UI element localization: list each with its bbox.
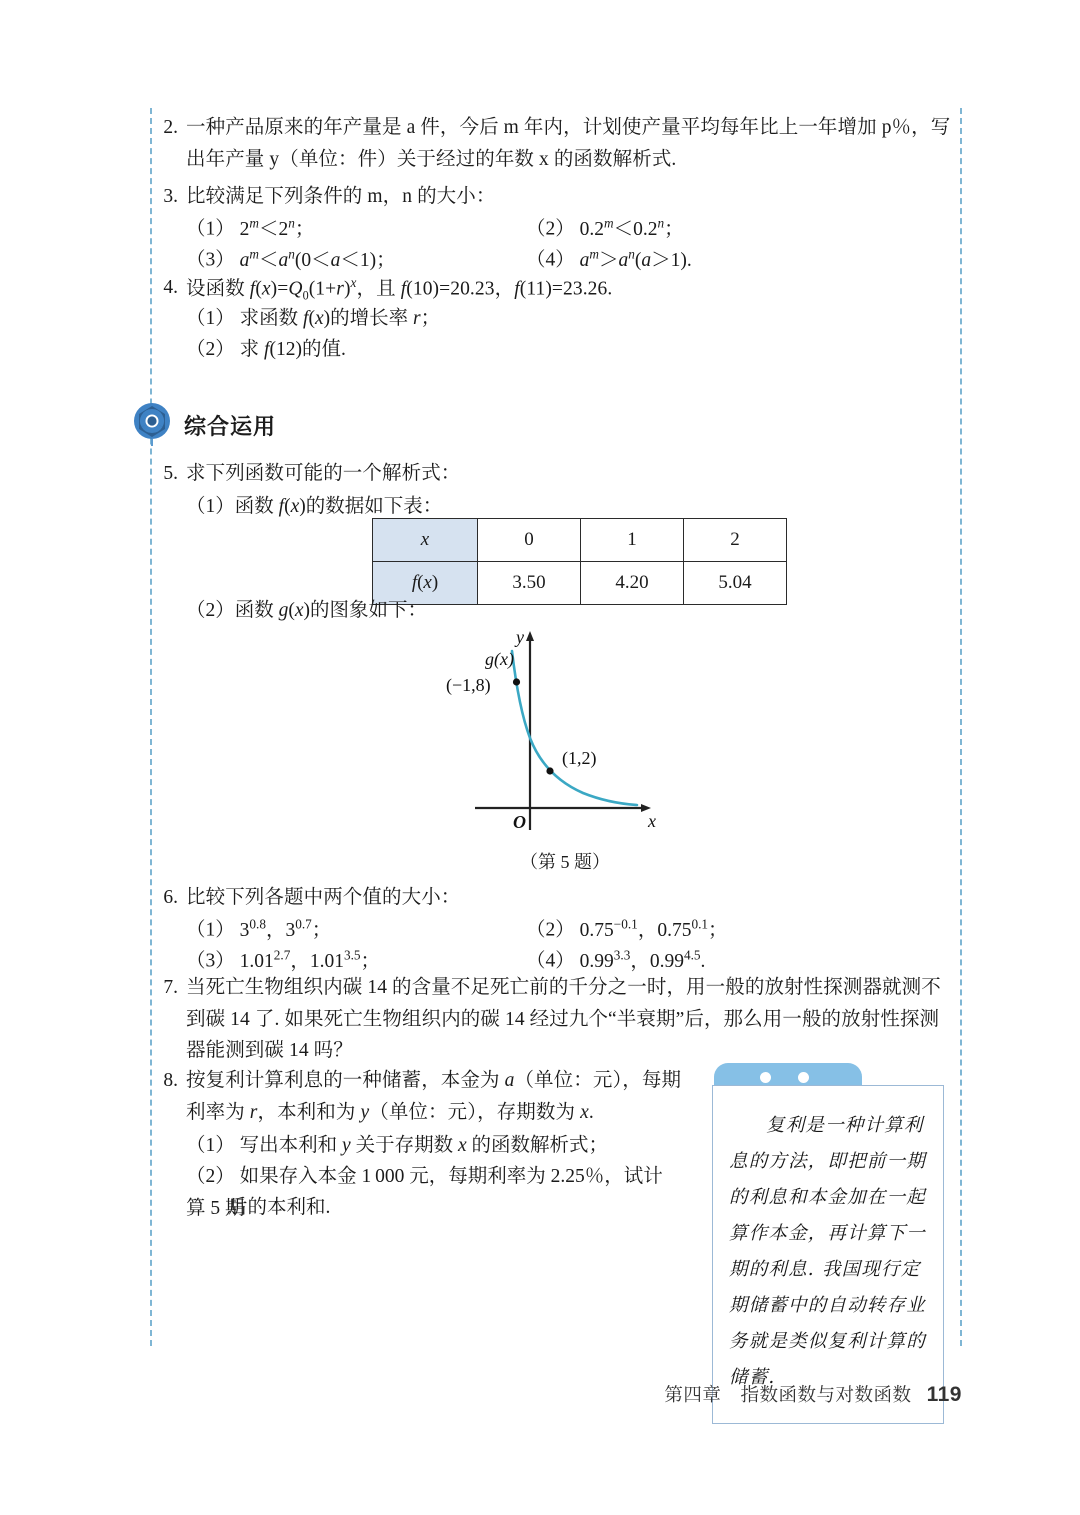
- exercise-4-item-2-expr: 求 f(12)的值.: [239, 339, 346, 360]
- page-rule-right: [960, 108, 962, 1346]
- table-row-header: x: [373, 519, 478, 562]
- exercise-6-item-1: [186, 913, 526, 946]
- data-point-1-2: [546, 767, 553, 774]
- exercise-3-item-4-expr: $a^m>a^n(a>1)$.: [579, 246, 692, 271]
- exercise-6-item-2: [526, 913, 958, 946]
- exercise-4-stem: 设函数 $f(x)=Q_0(1+r)^x$，且 f(10)=20.23，f(11)=23.26.: [186, 275, 613, 303]
- exercise-6-item-3-expr: $1.01^{2.7}$，$1.01^{3.5}$；: [239, 947, 381, 972]
- exercise-6-item-1-label: （1）: [186, 919, 235, 941]
- exercise-3-item-1: [186, 212, 526, 245]
- table-row-header: f(x): [373, 562, 478, 605]
- table-cell: 3.50: [478, 562, 581, 605]
- compass-badge-icon: [132, 402, 172, 448]
- figure-caption: （第 5 题）: [520, 852, 610, 872]
- origin-label: O: [513, 812, 526, 832]
- exercise-5-sub-1-text: （1）函数 f(x)的数据如下表：: [186, 496, 443, 517]
- exercise-4-item-1: [186, 303, 992, 335]
- exercise-2: [152, 112, 958, 175]
- exercise-4: [152, 272, 958, 306]
- exercise-4-item-1-expr: 求函数 f(x)的增长率 r；: [239, 308, 441, 329]
- exercise-8: [152, 1065, 700, 1128]
- exercise-8-item-1-label: （1）: [186, 1135, 235, 1156]
- exercise-8-item-2-label: （2）: [186, 1166, 235, 1187]
- exercise-8-item-2-expr-cont: 后的本利和.: [228, 1197, 331, 1218]
- section-heading: [132, 402, 276, 448]
- exercise-6-item-4-expr: $0.99^{3.3}$，$0.99^{4.5}$.: [579, 947, 706, 972]
- exercise-4-item-2: [186, 334, 992, 366]
- exercise-3-item-2: [526, 212, 958, 245]
- exercise-3-item-2-expr: $0.2^m<0.2^n$；: [579, 215, 684, 240]
- exercise-5-sub-2-text: （2）函数 g(x)的图象如下：: [186, 600, 428, 621]
- y-axis-arrow: [526, 631, 534, 641]
- exercise-6-item-3-label: （3）: [186, 950, 235, 972]
- page-footer: [664, 1381, 962, 1407]
- note-tab-dot-icon: [798, 1072, 809, 1083]
- exercise-8-item-1: [186, 1130, 706, 1162]
- footer-chapter: 第四章: [664, 1386, 722, 1406]
- exercise-6-items-row-1: [152, 913, 958, 946]
- exercise-8-item-1-expr: 写出本利和 y 关于存期数 x 的函数解析式；: [239, 1135, 608, 1156]
- exercise-5-number: 5.: [163, 463, 178, 484]
- exercise-3: [152, 181, 958, 213]
- exercise-4-item-2-label: （2）: [186, 339, 235, 360]
- x-axis-label: x: [648, 811, 656, 831]
- side-note-text: 复利是一种计算利息的方法，即把前一期的利息和本金加在一起算作本金，再计算下一期的利息. 我国现行定期储蓄中的自动转存业务就是类似复利计算的储蓄.: [729, 1115, 927, 1389]
- exercise-3-number: 3.: [163, 186, 178, 207]
- exercise-3-items-row-1: [152, 212, 958, 245]
- table-row: [373, 519, 787, 562]
- exercise-2-number: 2.: [163, 117, 178, 138]
- exercise-3-item-2-label: （2）: [526, 218, 575, 240]
- exercise-8-item-2-cont: [228, 1192, 723, 1224]
- exercise-3-item-4-label: （4）: [526, 249, 575, 271]
- exercise-3-item-1-expr: $2^m<2^n$；: [239, 215, 315, 240]
- exercise-8-number: 8.: [163, 1070, 178, 1091]
- exercise-3-item-3-label: （3）: [186, 249, 235, 271]
- exercise-6-stem: 比较下列各题中两个值的大小：: [186, 887, 461, 908]
- exercise-5-stem: 求下列函数可能的一个解析式：: [186, 463, 461, 484]
- exercise-3-stem: 比较满足下列条件的 m，n 的大小：: [186, 186, 496, 207]
- footer-chapter-title: 指数函数与对数函数: [740, 1386, 912, 1406]
- exercise-8-item-2-expr: 如果存入本金 1 000 元，每期利率为 2.25％，试计算 5 期: [186, 1166, 663, 1219]
- side-note-card: [712, 1085, 944, 1424]
- table-cell: 4.20: [581, 562, 684, 605]
- function-data-table: [372, 518, 787, 605]
- exercise-6-item-2-expr: $0.75^{-0.1}$，$0.75^{0.1}$；: [579, 916, 728, 941]
- exercise-2-text: 一种产品原来的年产量是 a 件，今后 m 年内，计划使产量平均每年比上一年增加 p％，写出年产量 y（单位：件）关于经过的年数 x 的函数解析式.: [186, 117, 951, 170]
- y-axis-label: y: [516, 627, 524, 647]
- exercise-3-item-3-expr: $a^m<a^n(0<a<1)$；: [239, 246, 396, 271]
- exercise-5: [152, 458, 958, 490]
- table-cell: 1: [581, 519, 684, 562]
- exercise-6-item-1-expr: $3^{0.8}$，$3^{0.7}$；: [239, 916, 332, 941]
- exercise-6: [152, 882, 958, 914]
- exercise-4-number: 4.: [163, 277, 178, 298]
- exercise-5-sub-2: [186, 595, 992, 627]
- exercise-6-item-2-label: （2）: [526, 919, 575, 941]
- exponential-decay-graph: [440, 625, 690, 845]
- exercise-7: [152, 972, 958, 1067]
- exercise-8-stem: 按复利计算利息的一种储蓄，本金为 a（单位：元），每期利率为 r，本利和为 y（单位：元），存期数为 x.: [186, 1070, 682, 1123]
- exercise-7-number: 7.: [163, 977, 178, 998]
- table-cell: 2: [684, 519, 787, 562]
- exercise-4-item-1-label: （1）: [186, 308, 235, 329]
- note-tab-dot-icon: [760, 1072, 771, 1083]
- exercise-6-number: 6.: [163, 887, 178, 908]
- table-cell: 0: [478, 519, 581, 562]
- annotation-minus1-8: (−1,8): [446, 675, 491, 695]
- data-point-minus1-8: [513, 678, 520, 685]
- exercise-7-text: 当死亡生物组织内碳 14 的含量不足死亡前的千分之一时，用一般的放射性探测器就测不到碳 14 了. 如果死亡生物组织内的碳 14 经过九个“半衰期”后，那么用一般的放射性探测器能测到碳 14 吗？: [186, 977, 941, 1062]
- page-number: 119: [926, 1383, 962, 1406]
- section-title: 综合运用: [184, 413, 277, 439]
- annotation-1-2: (1,2): [562, 748, 597, 768]
- exercise-3-item-1-label: （1）: [186, 218, 235, 240]
- curve-label: g(x): [485, 649, 514, 669]
- table-cell: 5.04: [684, 562, 787, 605]
- exercise-6-item-4-label: （4）: [526, 950, 575, 972]
